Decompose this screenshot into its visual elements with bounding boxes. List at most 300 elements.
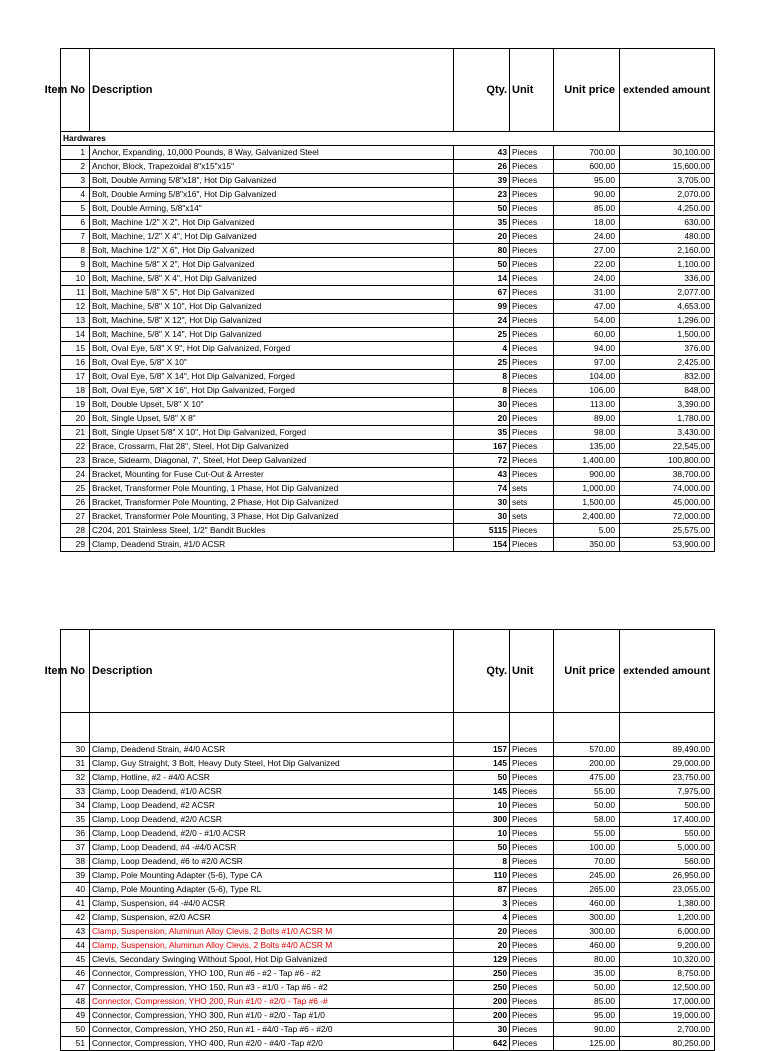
cell-unit-price: 95.00 <box>554 1009 620 1023</box>
table-row <box>61 799 715 813</box>
table-row <box>61 953 715 967</box>
table-row <box>61 286 715 300</box>
cell-item-no: 44 <box>61 939 90 953</box>
cell-unit-price: 475.00 <box>554 771 620 785</box>
cell-extended-amount: 17,400.00 <box>620 813 715 827</box>
cell-extended-amount: 15,600.00 <box>620 160 715 174</box>
cell-item-no: 16 <box>61 356 90 370</box>
table-row <box>61 440 715 454</box>
cell-extended-amount: 480.00 <box>620 230 715 244</box>
cell-item-no: 51 <box>61 1037 90 1051</box>
cell-unit-price: 90.00 <box>554 188 620 202</box>
cell-item-no: 1 <box>61 146 90 160</box>
header-qty: Qty. <box>454 630 510 713</box>
cell-qty: 250 <box>454 981 510 995</box>
cell-item-no: 40 <box>61 883 90 897</box>
cell-item-no: 3 <box>61 174 90 188</box>
header-unit: Unit <box>510 630 554 713</box>
cell-unit: Pieces <box>510 855 554 869</box>
cell-unit-price: 104.00 <box>554 370 620 384</box>
cell-qty: 30 <box>454 398 510 412</box>
cell-extended-amount: 89,490.00 <box>620 743 715 757</box>
cell-unit-price: 54.00 <box>554 314 620 328</box>
cell-description: Bolt, Double Arming 5/8"x18", Hot Dip Galvanized <box>90 174 454 188</box>
cell-qty: 5115 <box>454 524 510 538</box>
cell-unit: Pieces <box>510 328 554 342</box>
cell-unit: Pieces <box>510 272 554 286</box>
cell-unit: Pieces <box>510 1009 554 1023</box>
cell-description: Brace, Crossarm, Flat 28", Steel, Hot Dip Galvanized <box>90 440 454 454</box>
cell-extended-amount: 1,200.00 <box>620 911 715 925</box>
cell-item-no: 8 <box>61 244 90 258</box>
cell-unit: Pieces <box>510 743 554 757</box>
cell-description: Clamp, Deadend Strain, #1/0 ACSR <box>90 538 454 552</box>
cell-unit-price: 22.00 <box>554 258 620 272</box>
cell-unit: sets <box>510 510 554 524</box>
cell-item-no: 18 <box>61 384 90 398</box>
cell-qty: 20 <box>454 412 510 426</box>
cell-description: Bolt, Double Arming, 5/8"x14" <box>90 202 454 216</box>
cell-unit-price: 60.00 <box>554 328 620 342</box>
cell-item-no: 48 <box>61 995 90 1009</box>
cell-qty: 8 <box>454 855 510 869</box>
cell-qty: 43 <box>454 146 510 160</box>
cell-description: Bolt, Single Upset, 5/8" X 8" <box>90 412 454 426</box>
cell-item-no: 47 <box>61 981 90 995</box>
cell-extended-amount: 25,575.00 <box>620 524 715 538</box>
cell-extended-amount: 53,900.00 <box>620 538 715 552</box>
table-row <box>61 146 715 160</box>
cell-extended-amount: 500.00 <box>620 799 715 813</box>
cell-extended-amount: 6,000.00 <box>620 925 715 939</box>
table-row <box>61 258 715 272</box>
cell-extended-amount: 100,800.00 <box>620 454 715 468</box>
cell-item-no: 15 <box>61 342 90 356</box>
cell-unit: Pieces <box>510 869 554 883</box>
cell-extended-amount: 30,100.00 <box>620 146 715 160</box>
table-row <box>61 757 715 771</box>
cell-unit: Pieces <box>510 771 554 785</box>
cell-qty: 20 <box>454 939 510 953</box>
cell-unit-price: 265.00 <box>554 883 620 897</box>
cell-description: Bolt, Double Upset, 5/8" X 10" <box>90 398 454 412</box>
table-row <box>61 855 715 869</box>
cell-description: Clamp, Suspension, Aluminun Alloy Clevis, 2 Bolts #4/0 ACSR M <box>90 939 454 953</box>
table-row <box>61 1037 715 1051</box>
cell-unit-price: 47.00 <box>554 300 620 314</box>
cell-item-no: 6 <box>61 216 90 230</box>
table-row <box>61 160 715 174</box>
cell-item-no: 27 <box>61 510 90 524</box>
table-row <box>61 981 715 995</box>
cell-extended-amount: 7,975.00 <box>620 785 715 799</box>
cell-extended-amount: 1,500.00 <box>620 328 715 342</box>
cell-unit: Pieces <box>510 953 554 967</box>
cell-unit: Pieces <box>510 939 554 953</box>
cell-qty: 25 <box>454 328 510 342</box>
cell-description: Clamp, Loop Deadend, #4 -#4/0 ACSR <box>90 841 454 855</box>
cell-unit-price: 1,400.00 <box>554 454 620 468</box>
cell-item-no: 10 <box>61 272 90 286</box>
cell-qty: 8 <box>454 384 510 398</box>
cell-item-no: 49 <box>61 1009 90 1023</box>
cell-qty: 4 <box>454 342 510 356</box>
cell-item-no: 9 <box>61 258 90 272</box>
cell-unit-price: 100.00 <box>554 841 620 855</box>
cell-qty: 25 <box>454 356 510 370</box>
cell-description: Clamp, Pole Mounting Adapter (5-6), Type RL <box>90 883 454 897</box>
cell-unit-price: 24.00 <box>554 230 620 244</box>
cell-unit-price: 460.00 <box>554 897 620 911</box>
cell-unit-price: 5.00 <box>554 524 620 538</box>
cell-unit: Pieces <box>510 757 554 771</box>
cell-description: Bolt, Oval Eye, 5/8" X 9", Hot Dip Galvanized, Forged <box>90 342 454 356</box>
cell-item-no: 20 <box>61 412 90 426</box>
cell-description: Bolt, Oval Eye, 5/8" X 10" <box>90 356 454 370</box>
cell-unit: Pieces <box>510 342 554 356</box>
cell-description: Bolt, Machine, 5/8" X 4", Hot Dip Galvanized <box>90 272 454 286</box>
table-row <box>61 454 715 468</box>
cell-unit-price: 125.00 <box>554 1037 620 1051</box>
cell-description: Bolt, Double Arming 5/8"x16", Hot Dip Galvanized <box>90 188 454 202</box>
cell-item-no: 17 <box>61 370 90 384</box>
table-row <box>61 883 715 897</box>
cell-extended-amount: 10,320.00 <box>620 953 715 967</box>
cell-description: Connector, Compression, YHO 300, Run #1/0 - #2/0 - Tap #1/0 <box>90 1009 454 1023</box>
cell-qty: 50 <box>454 841 510 855</box>
cell-qty: 250 <box>454 967 510 981</box>
cell-description: Clamp, Loop Deadend, #2 ACSR <box>90 799 454 813</box>
cell-extended-amount: 2,425.00 <box>620 356 715 370</box>
cell-item-no: 12 <box>61 300 90 314</box>
cell-item-no: 5 <box>61 202 90 216</box>
table-row <box>61 813 715 827</box>
table-row <box>61 398 715 412</box>
cell-qty: 24 <box>454 314 510 328</box>
cell-extended-amount: 1,380.00 <box>620 897 715 911</box>
table-row <box>61 1023 715 1037</box>
cell-description: Bolt, Machine, 5/8" X 14", Hot Dip Galvanized <box>90 328 454 342</box>
cell-unit-price: 50.00 <box>554 799 620 813</box>
cell-unit-price: 600.00 <box>554 160 620 174</box>
cell-unit-price: 55.00 <box>554 827 620 841</box>
table-row <box>61 1009 715 1023</box>
table-row <box>61 785 715 799</box>
cell-qty: 3 <box>454 897 510 911</box>
cell-extended-amount: 9,200.00 <box>620 939 715 953</box>
cell-unit: Pieces <box>510 314 554 328</box>
header-unit-price: Unit price <box>554 630 620 713</box>
cell-unit: Pieces <box>510 841 554 855</box>
cell-extended-amount: 80,250.00 <box>620 1037 715 1051</box>
table-row <box>61 328 715 342</box>
cell-qty: 4 <box>454 911 510 925</box>
cell-description: Bolt, Machine, 1/2" X 4", Hot Dip Galvanized <box>90 230 454 244</box>
cell-unit-price: 300.00 <box>554 911 620 925</box>
table-row <box>61 342 715 356</box>
cell-qty: 72 <box>454 454 510 468</box>
cell-unit: Pieces <box>510 1023 554 1037</box>
cell-unit: Pieces <box>510 454 554 468</box>
cell-qty: 30 <box>454 496 510 510</box>
table-row <box>61 272 715 286</box>
cell-description: Anchor, Expanding, 10,000 Pounds, 8 Way, Galvanized Steel <box>90 146 454 160</box>
cell-extended-amount: 848.00 <box>620 384 715 398</box>
cell-unit: Pieces <box>510 384 554 398</box>
cell-unit-price: 245.00 <box>554 869 620 883</box>
cell-description: Connector, Compression, YHO 100, Run #6 - #2 - Tap #6 - #2 <box>90 967 454 981</box>
table-row <box>61 869 715 883</box>
table-row <box>61 314 715 328</box>
cell-item-no: 41 <box>61 897 90 911</box>
cell-description: Clamp, Loop Deadend, #6 to #2/0 ACSR <box>90 855 454 869</box>
cell-qty: 87 <box>454 883 510 897</box>
cell-unit: Pieces <box>510 300 554 314</box>
table-row <box>61 524 715 538</box>
cell-description: Bracket, Mounting for Fuse Cut-Out & Arrester <box>90 468 454 482</box>
cell-item-no: 34 <box>61 799 90 813</box>
cell-qty: 35 <box>454 216 510 230</box>
cell-qty: 67 <box>454 286 510 300</box>
cell-description: Clamp, Loop Deadend, #2/0 ACSR <box>90 813 454 827</box>
cell-item-no: 4 <box>61 188 90 202</box>
cell-extended-amount: 45,000.00 <box>620 496 715 510</box>
cell-qty: 99 <box>454 300 510 314</box>
cell-unit-price: 31.00 <box>554 286 620 300</box>
cell-qty: 642 <box>454 1037 510 1051</box>
cell-unit: Pieces <box>510 967 554 981</box>
cell-qty: 110 <box>454 869 510 883</box>
cell-unit-price: 98.00 <box>554 426 620 440</box>
cell-unit: Pieces <box>510 174 554 188</box>
table-row <box>61 300 715 314</box>
table-row <box>61 202 715 216</box>
header-item-no: Item No <box>61 630 90 713</box>
cell-unit: Pieces <box>510 286 554 300</box>
cell-unit: Pieces <box>510 230 554 244</box>
cell-description: Anchor, Block, Trapezoidal 8"x15"x15" <box>90 160 454 174</box>
table-row <box>61 384 715 398</box>
cell-qty: 167 <box>454 440 510 454</box>
cell-qty: 10 <box>454 799 510 813</box>
cell-extended-amount: 22,545.00 <box>620 440 715 454</box>
cell-unit: Pieces <box>510 426 554 440</box>
cell-unit-price: 300.00 <box>554 925 620 939</box>
table-row <box>61 356 715 370</box>
cell-description: Bracket, Transformer Pole Mounting, 1 Phase, Hot Dip Galvanized <box>90 482 454 496</box>
header-description: Description <box>90 630 454 713</box>
cell-item-no: 39 <box>61 869 90 883</box>
cell-unit: Pieces <box>510 258 554 272</box>
cell-unit-price: 95.00 <box>554 174 620 188</box>
cell-qty: 50 <box>454 258 510 272</box>
cell-extended-amount: 72,000.00 <box>620 510 715 524</box>
cell-description: Bolt, Machine 5/8" X 2", Hot Dip Galvanized <box>90 258 454 272</box>
cell-extended-amount: 560.00 <box>620 855 715 869</box>
section-title: Hardwares <box>61 132 715 146</box>
cell-item-no: 43 <box>61 925 90 939</box>
cell-extended-amount: 2,070.00 <box>620 188 715 202</box>
cell-qty: 43 <box>454 468 510 482</box>
cell-extended-amount: 2,160.00 <box>620 244 715 258</box>
cell-unit-price: 89.00 <box>554 412 620 426</box>
cell-qty: 26 <box>454 160 510 174</box>
cell-qty: 300 <box>454 813 510 827</box>
cell-unit: Pieces <box>510 883 554 897</box>
cell-qty: 145 <box>454 757 510 771</box>
items-table-2 <box>44 629 715 1051</box>
table-row <box>61 911 715 925</box>
table-row <box>61 188 715 202</box>
cell-description: C204, 201 Stainless Steel, 1/2" Bandit Buckles <box>90 524 454 538</box>
cell-unit-price: 2,400.00 <box>554 510 620 524</box>
cell-unit: Pieces <box>510 897 554 911</box>
cell-qty: 145 <box>454 785 510 799</box>
table-row <box>61 482 715 496</box>
cell-extended-amount: 376.00 <box>620 342 715 356</box>
cell-item-no: 45 <box>61 953 90 967</box>
cell-item-no: 2 <box>61 160 90 174</box>
cell-item-no: 30 <box>61 743 90 757</box>
table-row <box>61 426 715 440</box>
cell-unit: Pieces <box>510 538 554 552</box>
cell-extended-amount: 3,430.00 <box>620 426 715 440</box>
cell-item-no: 22 <box>61 440 90 454</box>
cell-extended-amount: 550.00 <box>620 827 715 841</box>
cell-unit-price: 1,000.00 <box>554 482 620 496</box>
cell-description: Clamp, Suspension, #2/0 ACSR <box>90 911 454 925</box>
cell-item-no: 38 <box>61 855 90 869</box>
cell-extended-amount: 29,000.00 <box>620 757 715 771</box>
cell-unit: Pieces <box>510 356 554 370</box>
cell-item-no: 14 <box>61 328 90 342</box>
cell-item-no: 25 <box>61 482 90 496</box>
cell-extended-amount: 3,390.00 <box>620 398 715 412</box>
cell-extended-amount: 12,500.00 <box>620 981 715 995</box>
cell-qty: 35 <box>454 426 510 440</box>
cell-item-no: 21 <box>61 426 90 440</box>
cell-description: Connector, Compression, YHO 200, Run #1/0 - #2/0 - Tap #6 -# <box>90 995 454 1009</box>
cell-unit: Pieces <box>510 911 554 925</box>
cell-item-no: 32 <box>61 771 90 785</box>
cell-unit-price: 58.00 <box>554 813 620 827</box>
cell-unit: Pieces <box>510 398 554 412</box>
cell-description: Clevis, Secondary Swinging Without Spool, Hot Dip Galvanized <box>90 953 454 967</box>
cell-qty: 200 <box>454 995 510 1009</box>
cell-qty: 23 <box>454 188 510 202</box>
table-row <box>61 230 715 244</box>
cell-item-no: 24 <box>61 468 90 482</box>
header-extended-amount: extended amount <box>620 630 715 713</box>
cell-description: Clamp, Loop Deadend, #1/0 ACSR <box>90 785 454 799</box>
cell-item-no: 28 <box>61 524 90 538</box>
cell-description: Bolt, Machine, 5/8" X 10", Hot Dip Galvanized <box>90 300 454 314</box>
cell-description: Bracket, Transformer Pole Mounting, 3 Phase, Hot Dip Galvanized <box>90 510 454 524</box>
table-row <box>61 216 715 230</box>
header-qty: Qty. <box>454 49 510 132</box>
cell-unit: Pieces <box>510 995 554 1009</box>
cell-extended-amount: 8,750.00 <box>620 967 715 981</box>
cell-item-no: 31 <box>61 757 90 771</box>
cell-unit: Pieces <box>510 524 554 538</box>
header-extended-amount: extended amount <box>620 49 715 132</box>
cell-description: Bolt, Oval Eye, 5/8" X 14", Hot Dip Galvanized, Forged <box>90 370 454 384</box>
cell-unit-price: 70.00 <box>554 855 620 869</box>
cell-description: Clamp, Suspension, #4 -#4/0 ACSR <box>90 897 454 911</box>
cell-unit-price: 18.00 <box>554 216 620 230</box>
cell-extended-amount: 19,000.00 <box>620 1009 715 1023</box>
cell-unit-price: 135.00 <box>554 440 620 454</box>
cell-unit-price: 570.00 <box>554 743 620 757</box>
cell-description: Clamp, Suspension, Aluminun Alloy Clevis, 2 Bolts #1/0 ACSR M <box>90 925 454 939</box>
table-row <box>61 244 715 258</box>
cell-extended-amount: 832.00 <box>620 370 715 384</box>
header-unit: Unit <box>510 49 554 132</box>
cell-extended-amount: 1,100.00 <box>620 258 715 272</box>
cell-unit: Pieces <box>510 981 554 995</box>
cell-unit-price: 55.00 <box>554 785 620 799</box>
cell-unit-price: 460.00 <box>554 939 620 953</box>
table-row <box>61 995 715 1009</box>
cell-qty: 20 <box>454 230 510 244</box>
cell-unit: sets <box>510 482 554 496</box>
cell-unit: Pieces <box>510 146 554 160</box>
cell-unit-price: 700.00 <box>554 146 620 160</box>
cell-qty: 50 <box>454 771 510 785</box>
cell-description: Connector, Compression, YHO 250, Run #1 - #4/0 -Tap #6 - #2/0 <box>90 1023 454 1037</box>
table-row <box>61 967 715 981</box>
cell-item-no: 46 <box>61 967 90 981</box>
table-row <box>61 925 715 939</box>
cell-unit-price: 97.00 <box>554 356 620 370</box>
cell-extended-amount: 1,780.00 <box>620 412 715 426</box>
cell-unit: Pieces <box>510 244 554 258</box>
cell-description: Brace, Sidearm, Diagonal, 7', Steel, Hot Deep Galvanized <box>90 454 454 468</box>
cell-unit-price: 113.00 <box>554 398 620 412</box>
cell-unit: Pieces <box>510 813 554 827</box>
cell-item-no: 35 <box>61 813 90 827</box>
cell-item-no: 36 <box>61 827 90 841</box>
cell-unit-price: 27.00 <box>554 244 620 258</box>
table-row <box>61 841 715 855</box>
cell-unit: Pieces <box>510 785 554 799</box>
header-description: Description <box>90 49 454 132</box>
table-row <box>61 538 715 552</box>
cell-item-no: 13 <box>61 314 90 328</box>
table-row <box>61 496 715 510</box>
cell-unit-price: 85.00 <box>554 995 620 1009</box>
cell-description: Connector, Compression, YHO 150, Run #3 - #1/0 - Tap #6 - #2 <box>90 981 454 995</box>
cell-description: Clamp, Deadend Strain, #4/0 ACSR <box>90 743 454 757</box>
cell-extended-amount: 5,000.00 <box>620 841 715 855</box>
cell-extended-amount: 630.00 <box>620 216 715 230</box>
cell-unit: sets <box>510 496 554 510</box>
cell-extended-amount: 23,055.00 <box>620 883 715 897</box>
cell-qty: 30 <box>454 1023 510 1037</box>
table-row <box>61 174 715 188</box>
cell-item-no: 33 <box>61 785 90 799</box>
cell-item-no: 50 <box>61 1023 90 1037</box>
cell-item-no: 37 <box>61 841 90 855</box>
cell-unit-price: 900.00 <box>554 468 620 482</box>
cell-description: Bolt, Machine 1/2" X 6", Hot Dip Galvanized <box>90 244 454 258</box>
cell-unit: Pieces <box>510 370 554 384</box>
table-row <box>61 370 715 384</box>
cell-unit-price: 85.00 <box>554 202 620 216</box>
cell-qty: 50 <box>454 202 510 216</box>
cell-item-no: 23 <box>61 454 90 468</box>
cell-unit: Pieces <box>510 799 554 813</box>
